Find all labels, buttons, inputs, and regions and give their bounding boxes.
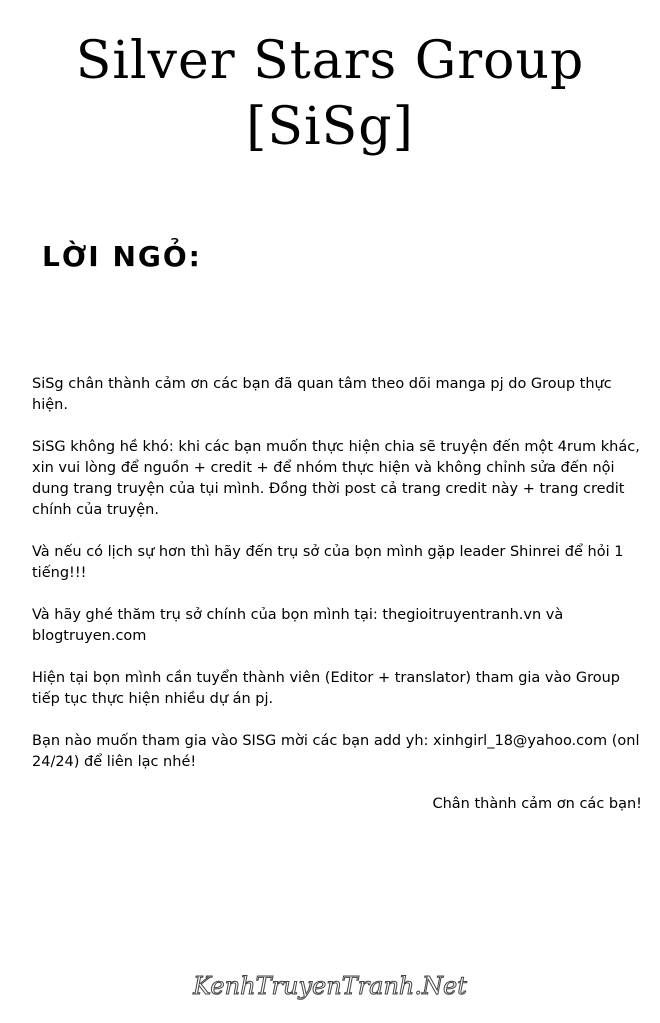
- watermark: KenhTruyenTranh.Net: [193, 972, 467, 1000]
- group-tag: [SiSg]: [246, 97, 414, 157]
- paragraph-recruitment: Hiện tại bọn mình cần tuyển thành viên (Editor + translator) tham gia vào Group tiếp tục thực hiện nhiều dự án pj.: [32, 670, 621, 707]
- paragraph-sharing-rules: SiSG không hề khó: khi các bạn muốn thực hiện chia sẽ truyện đến một 4rum khác, xin vui lòng để nguồn + credit + để nhóm thực hiện và không chỉnh sửa đến nội dung trang truyện của tụi mình. Đồng thời post cả trang credit này + trang credit chính của truyện.: [32, 439, 640, 518]
- message-body: [32, 374, 642, 815]
- intro-heading: LỜI NGỎ:: [42, 240, 202, 273]
- paragraph-contact: Bạn nào muốn tham gia vào SISG mời các bạn add yh: xinhgirl_18@yahoo.com (onl 24/24) để liên lạc nhé!: [32, 733, 640, 770]
- header: [0, 28, 660, 160]
- paragraph-thanks: SiSg chân thành cảm ơn các bạn đã quan tâm theo dõi manga pj do Group thực hiện.: [32, 376, 612, 413]
- page-title: Silver Stars Group: [75, 31, 585, 91]
- paragraph-visit: Và hãy ghé thăm trụ sở chính của bọn mình tại: thegioitruyentranh.vn và blogtruyen.com: [32, 607, 564, 644]
- sign-off: Chân thành cảm ơn các bạn!: [432, 796, 642, 812]
- paragraph-courtesy: Và nếu có lịch sự hơn thì hãy đến trụ sở của bọn mình gặp leader Shinrei để hỏi 1 tiếng!!!: [32, 544, 624, 581]
